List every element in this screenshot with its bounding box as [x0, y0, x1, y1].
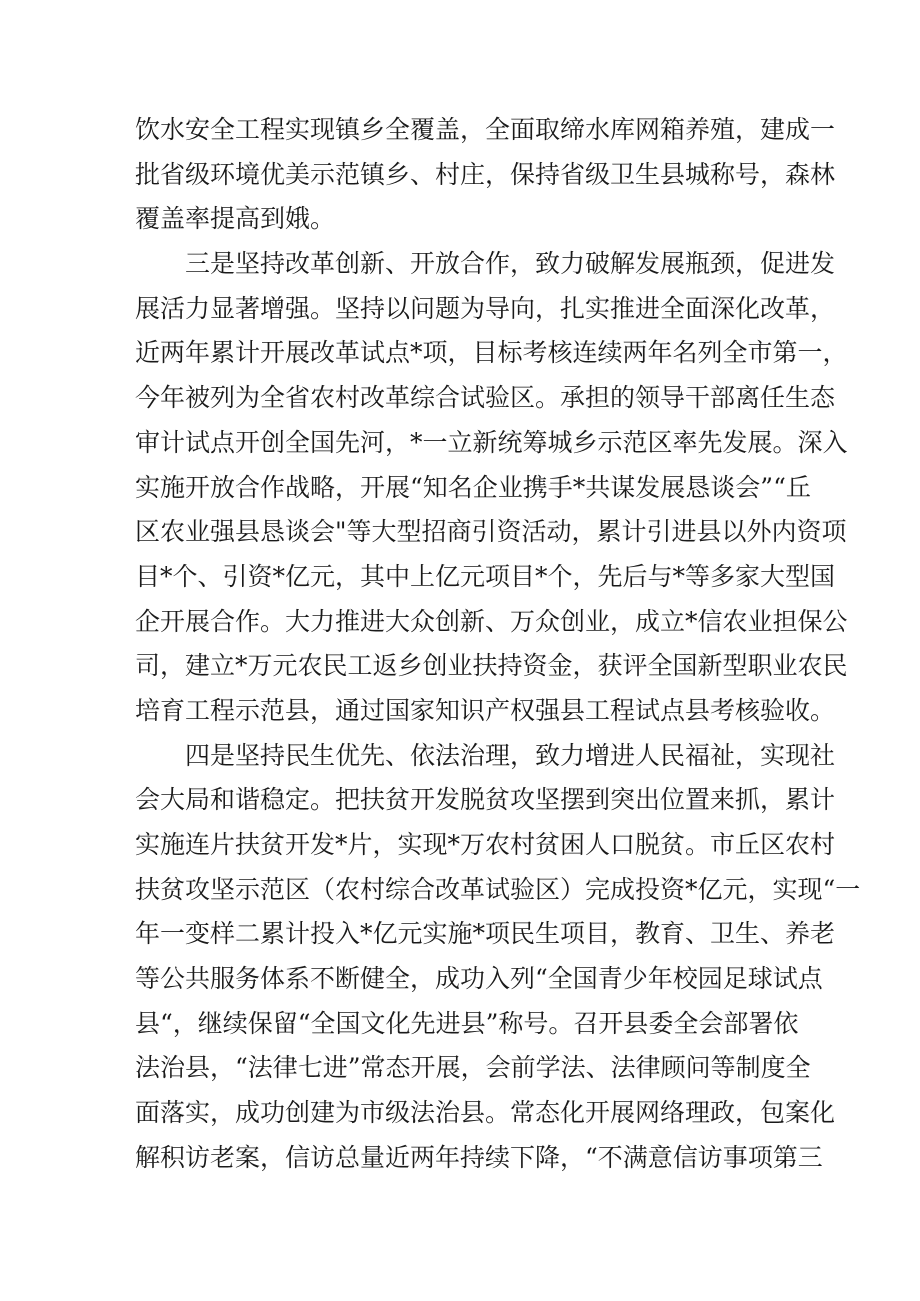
text-line: 解积访老案，信访总量近两年持续下降，“不满意信访事项第三	[135, 1142, 823, 1172]
paragraph-2	[135, 242, 848, 734]
text-line: 实施连片扶贫开发*片，实现*万农村贫困人口脱贫。市丘区农村	[135, 830, 836, 859]
text-line: 覆盖率提高到娥。	[135, 204, 336, 234]
text-line: 扶贫攻坚示范区（农村综合改革试验区）完成投资*亿元，实现“一	[135, 874, 861, 904]
text-line: 法治县，“法律七进”常态开展，会前学法、法律顾问等制度全	[135, 1053, 811, 1083]
document-body	[135, 108, 861, 1181]
text-line: 目*个、引资*亿元，其中上亿元项目*个，先后与*等多家大型国	[135, 561, 836, 591]
text-line: 审计试点开创全国先河，*一立新统筹城乡示范区率先发展。深入	[135, 427, 848, 457]
text-line: 三是坚持改革创新、开放合作，致力破解发展瓶颈，促进发	[135, 249, 836, 279]
paragraph-3	[135, 734, 861, 1181]
text-line: 面落实，成功创建为市级法治县。常态化开展网络理政，包案化	[135, 1098, 836, 1128]
text-line: 县“，继续保留“全国文化先进县”称号。召开县委全会部署依	[135, 1008, 799, 1038]
text-line: 四是坚持民生优先、依法治理，致力增进人民福祉，实现社	[135, 740, 836, 770]
text-line: 会大局和谐稳定。把扶贫开发脱贫攻坚摆到突出位置来抓，累计	[135, 785, 836, 815]
text-line: 企开展合作。大力推进大众创新、万众创业，成立*信农业担保公	[135, 606, 848, 636]
text-line: 年一变样二累计投入*亿元实施*项民生项目，教育、卫生、养老	[135, 919, 836, 949]
text-line: 饮水安全工程实现镇乡全覆盖，全面取缔水库网箱养殖，建成一	[135, 115, 836, 144]
text-line: 展活力显著增强。坚持以问题为导向，扎实推进全面深化改革，	[135, 293, 836, 323]
text-line: 司，建立*万元农民工返乡创业扶持资金，获评全国新型职业农民	[135, 651, 848, 681]
text-line: 批省级环境优美示范镇乡、村庄，保持省级卫生县城称号，森林	[135, 159, 836, 189]
text-line: 等公共服务体系不断健全，成功入列“全国青少年校园足球试点	[135, 964, 823, 994]
text-line: 培育工程示范县，通过国家知识产权强县工程试点县考核验收。	[135, 695, 836, 725]
text-line: 近两年累计开展改革试点*项，目标考核连续两年名列全市第一，	[135, 338, 848, 368]
text-line: 区农业强县恳谈会"等大型招商引资活动，累计引进县以外内资项	[135, 517, 847, 547]
text-line: 实施开放合作战略，开展“知名企业携手*共谋发展恳谈会”“丘	[135, 472, 811, 502]
paragraph-1	[135, 108, 836, 242]
text-line: 今年被列为全省农村改革综合试验区。承担的领导干部离任生态	[135, 383, 836, 413]
